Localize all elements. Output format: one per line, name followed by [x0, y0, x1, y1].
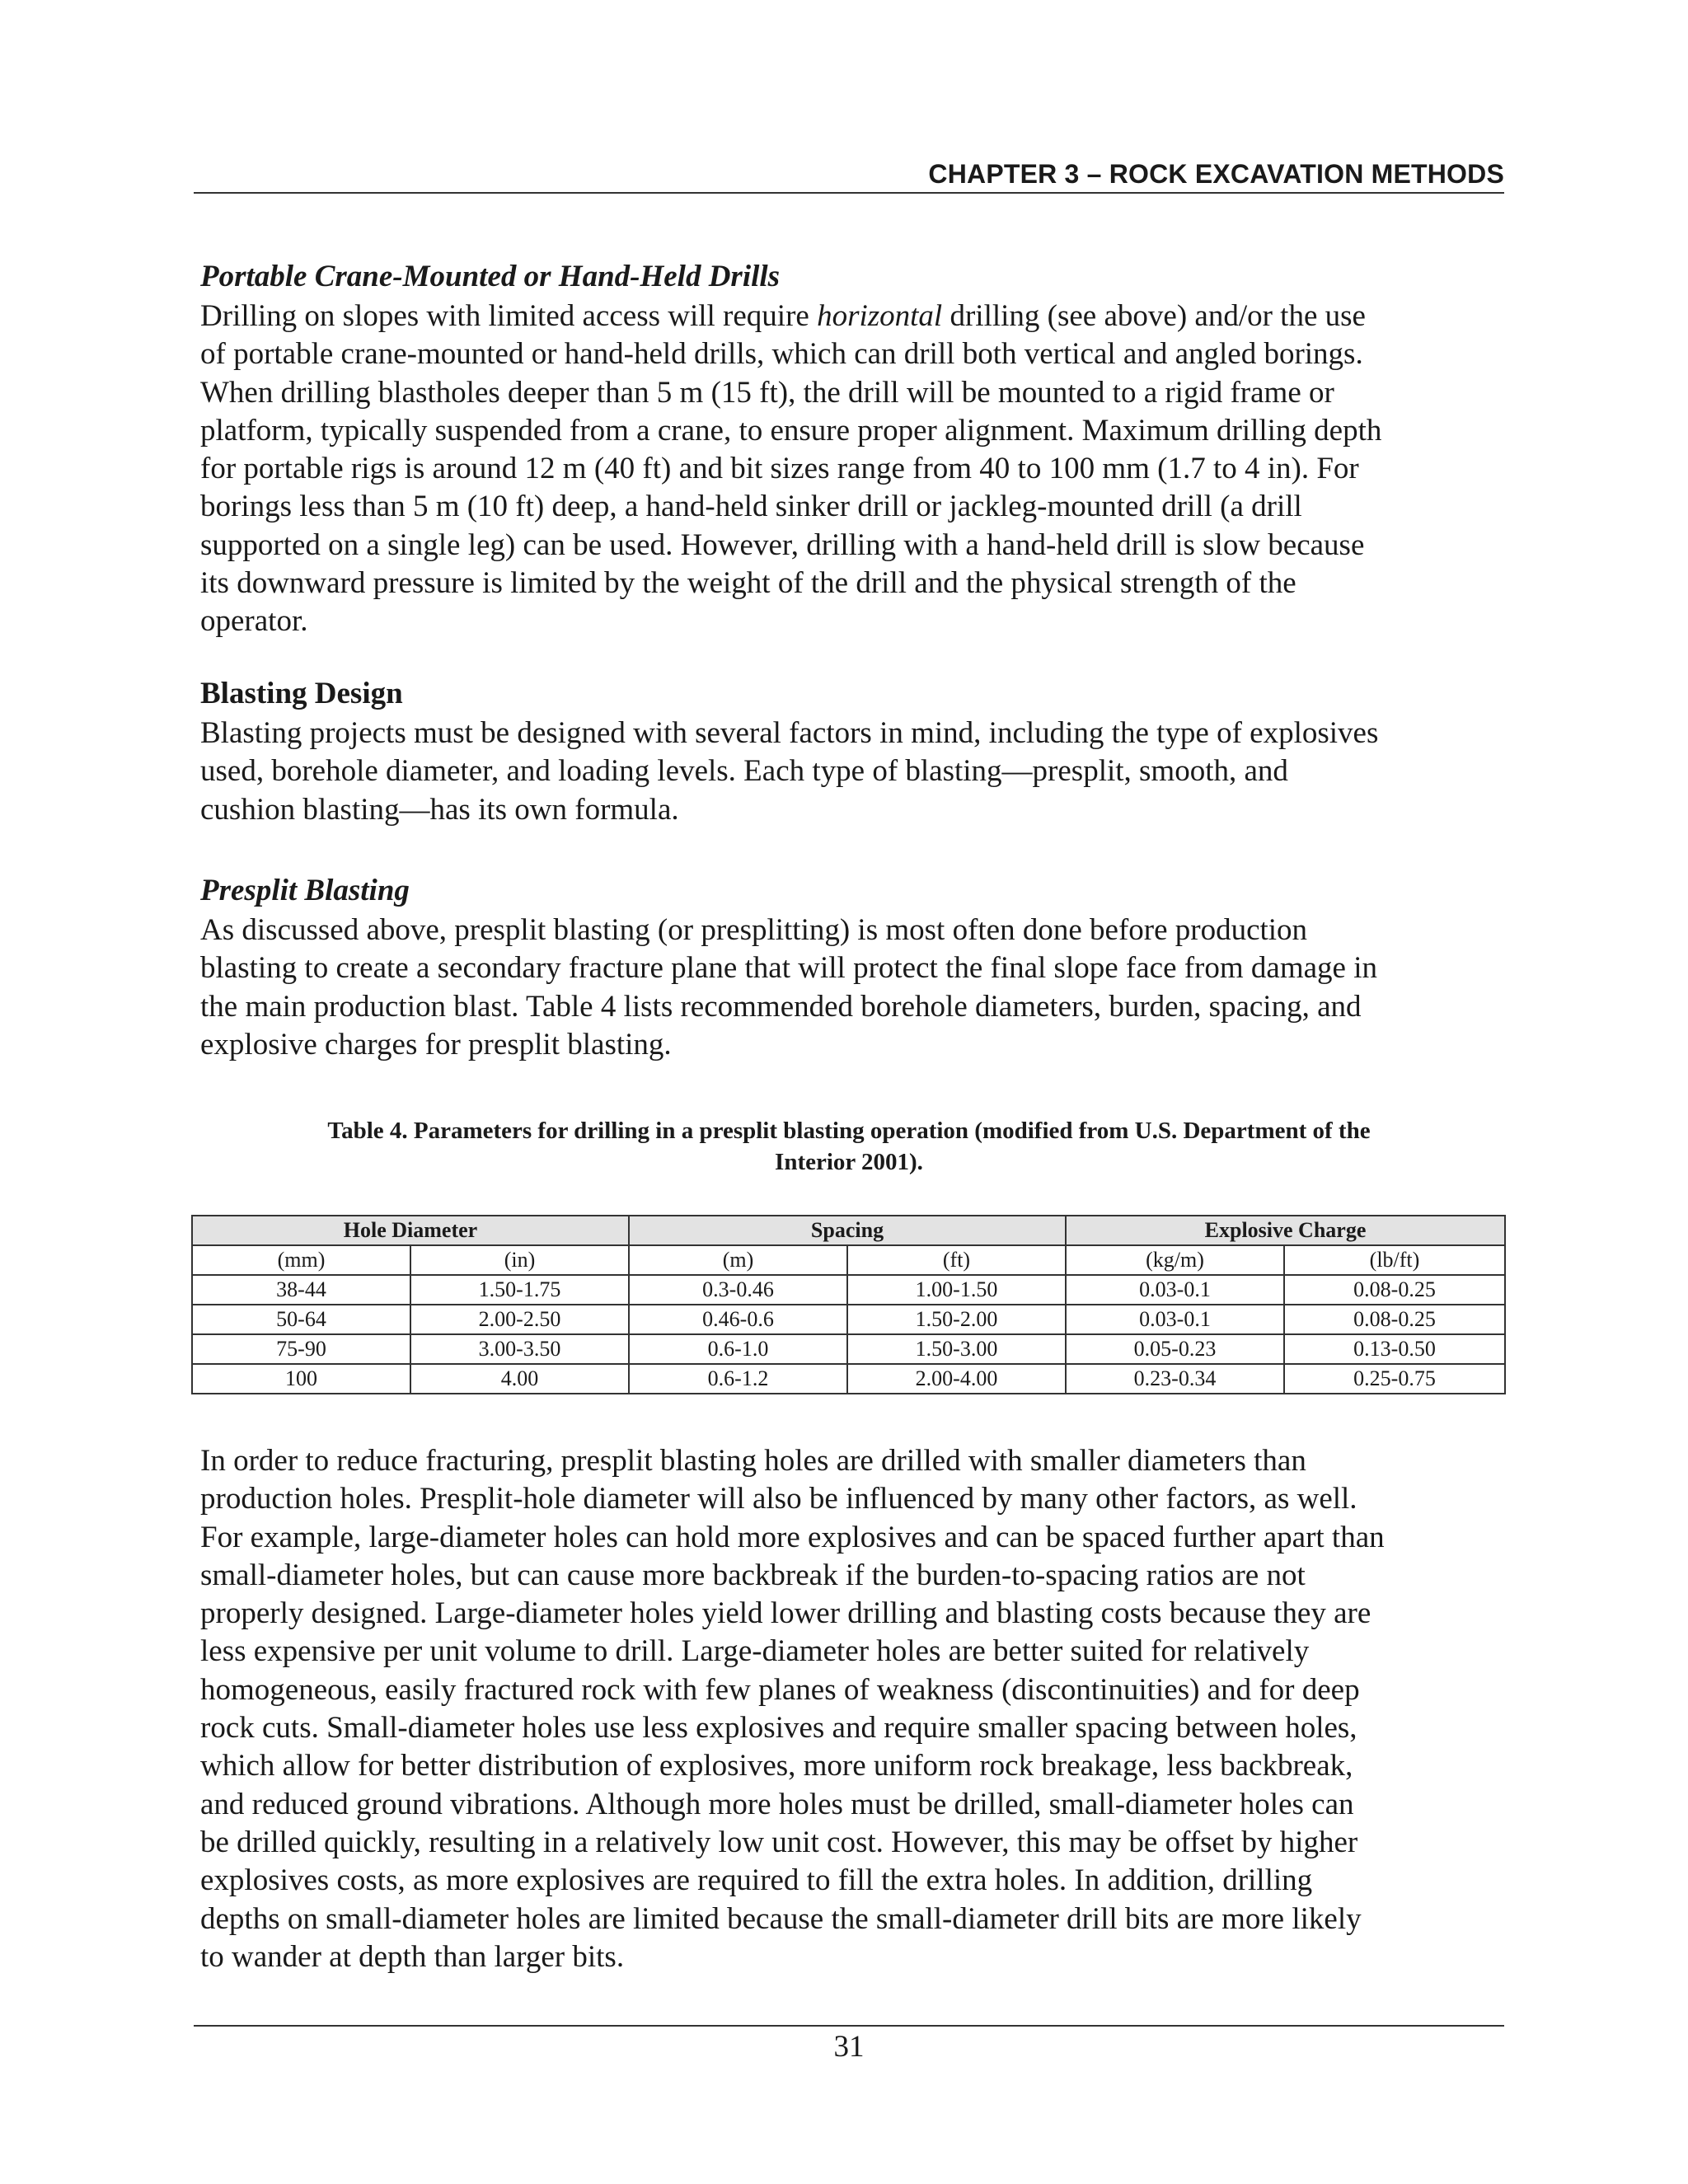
text-line: Blasting projects must be designed with several factors in mind, including the type of explosives	[200, 716, 1379, 750]
text-line: be drilled quickly, resulting in a relatively low unit cost. However, this may be offset by higher	[200, 1825, 1358, 1859]
column-group-header: Spacing	[629, 1216, 1066, 1245]
text-line: the main production blast. Table 4 lists recommended borehole diameters, burden, spacing, and	[200, 989, 1362, 1024]
page-number: 31	[833, 2030, 865, 2064]
table-cell: 0.46-0.6	[629, 1305, 847, 1334]
text-line: operator.	[200, 604, 308, 639]
text-line: properly designed. Large-diameter holes yield lower drilling and blasting costs because they are	[200, 1596, 1372, 1631]
text-line: less expensive per unit volume to drill. Large-diameter holes are better suited for relatively	[200, 1634, 1310, 1669]
table-cell: 2.00-2.50	[410, 1305, 629, 1334]
text-line: which allow for better distribution of explosives, more uniform rock breakage, less backbreak,	[200, 1749, 1353, 1783]
text-line: For example, large-diameter holes can hold more explosives and can be spaced further apart than	[200, 1520, 1385, 1554]
text-line: platform, typically suspended from a crane, to ensure proper alignment. Maximum drilling depth	[200, 413, 1382, 448]
emphasis-text: horizontal	[817, 299, 943, 333]
text-line: cushion blasting—has its own formula.	[200, 792, 679, 827]
table-cell: 0.03-0.1	[1066, 1305, 1284, 1334]
text-line: to wander at depth than larger bits.	[200, 1939, 625, 1974]
table-cell: 0.23-0.34	[1066, 1364, 1284, 1394]
text-line: its downward pressure is limited by the weight of the drill and the physical strength of the	[200, 566, 1296, 601]
table-cell: 1.50-3.00	[847, 1334, 1066, 1364]
table-cell: 0.6-1.0	[629, 1334, 847, 1364]
column-group-header: Hole Diameter	[192, 1216, 629, 1245]
text-line: borings less than 5 m (10 ft) deep, a hand-held sinker drill or jackleg-mounted drill (a drill	[200, 490, 1302, 524]
text-run: drilling (see above) and/or the use	[942, 299, 1366, 333]
text-line: for portable rigs is around 12 m (40 ft) and bit sizes range from 40 to 100 mm (1.7 to 4 in). For	[200, 452, 1359, 486]
table-cell: 0.08-0.25	[1284, 1305, 1505, 1334]
table-row	[192, 1305, 1505, 1334]
text-line: blasting to create a secondary fracture plane that will protect the final slope face from damage in	[200, 951, 1377, 986]
paragraph-hole-diameters	[200, 1442, 1511, 1976]
text-line: production holes. Presplit-hole diameter will also be influenced by many other factors, as well.	[200, 1482, 1357, 1516]
text-line: depths on small-diameter holes are limited because the small-diameter drill bits are more likely	[200, 1901, 1362, 1936]
text-line: homogeneous, easily fractured rock with few planes of weakness (discontinuities) and for deep	[200, 1672, 1360, 1707]
unit-header: (kg/m)	[1066, 1245, 1284, 1275]
text-line: supported on a single leg) can be used. However, drilling with a hand-held drill is slow because	[200, 527, 1365, 562]
table-cell: 4.00	[410, 1364, 629, 1394]
header-rule	[194, 192, 1504, 194]
text-line: As discussed above, presplit blasting (or presplitting) is most often done before production	[200, 913, 1308, 947]
section-blasting-design	[200, 675, 1511, 829]
text-line: small-diameter holes, but can cause more backbreak if the burden-to-spacing ratios are not	[200, 1558, 1306, 1592]
table-cell: 3.00-3.50	[410, 1334, 629, 1364]
table-cell: 0.05-0.23	[1066, 1334, 1284, 1364]
paragraph-blasting-design	[200, 715, 1511, 829]
text-line: When drilling blastholes deeper than 5 m (15 ft), the drill will be mounted to a rigid frame or	[200, 375, 1334, 410]
text-line: In order to reduce fracturing, presplit blasting holes are drilled with smaller diameters than	[200, 1444, 1306, 1478]
table-cell: 0.6-1.2	[629, 1364, 847, 1394]
caption-line: Table 4. Parameters for drilling in a presplit blasting operation (modified from U.S. Department of the	[327, 1118, 1371, 1144]
text-line: rock cuts. Small-diameter holes use less explosives and require smaller spacing between holes,	[200, 1711, 1357, 1746]
table-cell: 1.00-1.50	[847, 1275, 1066, 1305]
paragraph-portable-drills	[200, 298, 1511, 641]
table-cell: 75-90	[192, 1334, 410, 1364]
text-line: explosives costs, as more explosives are required to fill the extra holes. In addition, drilling	[200, 1863, 1313, 1898]
table-cell: 0.13-0.50	[1284, 1334, 1505, 1364]
table-cell: 0.08-0.25	[1284, 1275, 1505, 1305]
caption-line: Interior 2001).	[775, 1149, 923, 1175]
table-cell: 1.50-1.75	[410, 1275, 629, 1305]
table-row	[192, 1334, 1505, 1364]
table-units-row	[192, 1245, 1505, 1275]
table-caption	[194, 1115, 1504, 1178]
text-line: used, borehole diameter, and loading levels. Each type of blasting—presplit, smooth, and	[200, 754, 1288, 789]
table-cell: 38-44	[192, 1275, 410, 1305]
unit-header: (lb/ft)	[1284, 1245, 1505, 1275]
section-heading-blasting-design: Blasting Design	[200, 677, 403, 710]
text-line	[200, 298, 1511, 335]
section-heading-portable-drills: Portable Crane-Mounted or Hand-Held Drills	[200, 260, 781, 293]
table-cell: 0.3-0.46	[629, 1275, 847, 1305]
unit-header: (ft)	[847, 1245, 1066, 1275]
unit-header: (m)	[629, 1245, 847, 1275]
table-cell: 2.00-4.00	[847, 1364, 1066, 1394]
table-row	[192, 1275, 1505, 1305]
table-group-header-row	[192, 1216, 1505, 1245]
table-row	[192, 1364, 1505, 1394]
section-hole-diameters	[200, 1442, 1511, 1976]
footer-rule	[194, 2025, 1504, 2027]
table-cell: 100	[192, 1364, 410, 1394]
column-group-header: Explosive Charge	[1066, 1216, 1505, 1245]
unit-header: (in)	[410, 1245, 629, 1275]
text-run: Drilling on slopes with limited access will require	[200, 299, 818, 333]
section-heading-presplit-blasting: Presplit Blasting	[200, 874, 410, 907]
table-cell: 1.50-2.00	[847, 1305, 1066, 1334]
presplit-parameters-table	[191, 1215, 1506, 1394]
text-line: explosive charges for presplit blasting.	[200, 1027, 672, 1062]
table-cell: 0.25-0.75	[1284, 1364, 1505, 1394]
section-presplit-blasting	[200, 872, 1511, 1064]
text-line: of portable crane-mounted or hand-held drills, which can drill both vertical and angled borings.	[200, 337, 1363, 372]
text-line: and reduced ground vibrations. Although more holes must be drilled, small-diameter holes can	[200, 1787, 1354, 1821]
section-portable-drills	[200, 258, 1511, 641]
paragraph-presplit-blasting	[200, 912, 1511, 1064]
unit-header: (mm)	[192, 1245, 410, 1275]
running-header: CHAPTER 3 – ROCK EXCAVATION METHODS	[928, 159, 1504, 189]
table-cell: 0.03-0.1	[1066, 1275, 1284, 1305]
table-cell: 50-64	[192, 1305, 410, 1334]
